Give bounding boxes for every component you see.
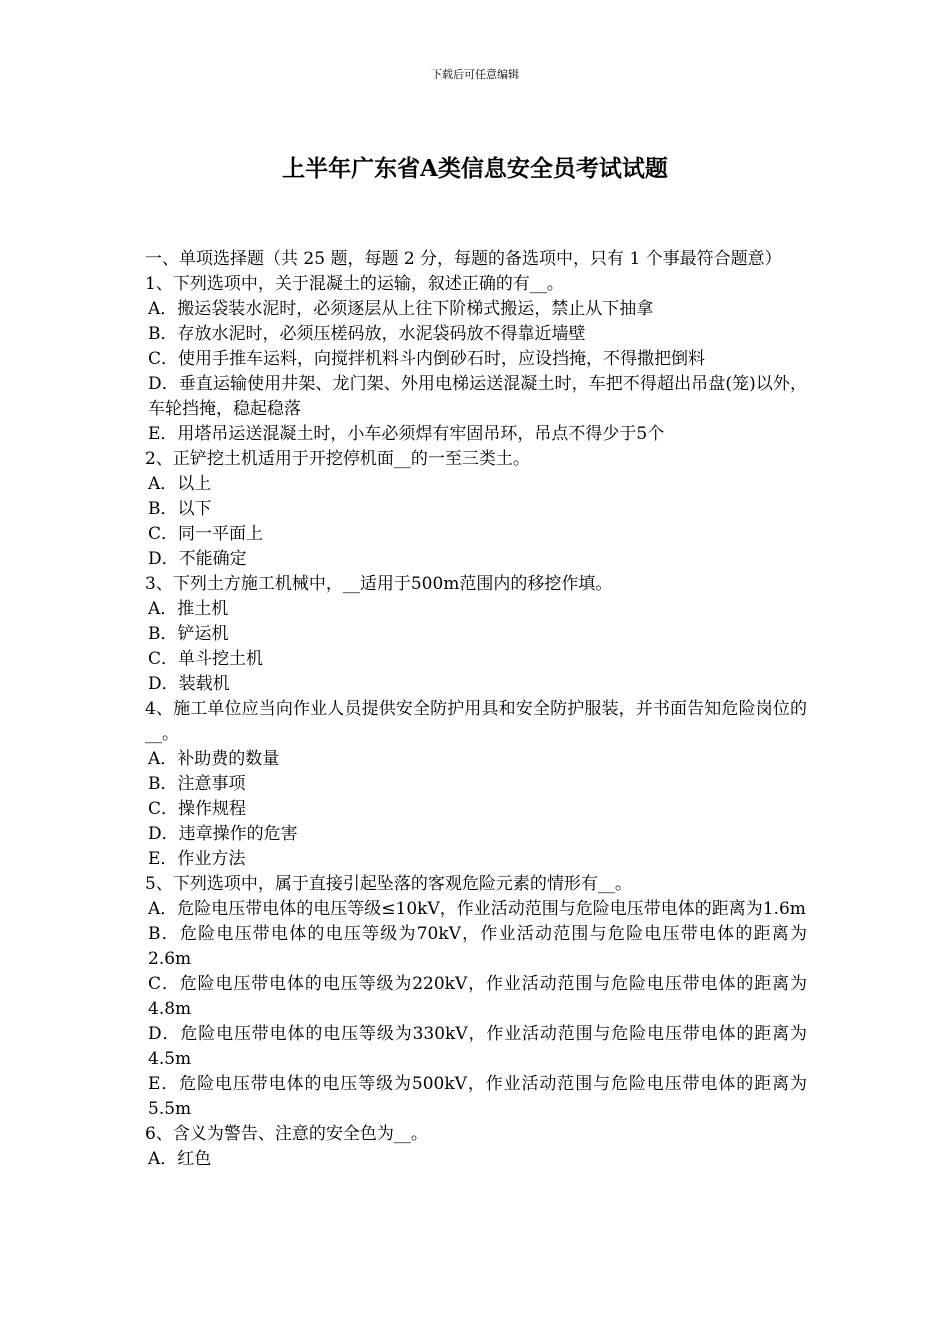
answer-option: A．以上: [148, 474, 212, 494]
answer-option: B．存放水泥时，必须压槎码放，水泥袋码放不得靠近墙壁: [148, 324, 586, 344]
question-stem: 3、下列土方施工机械中，__适用于500m范围内的移挖作填。: [145, 574, 613, 594]
answer-option: E．危险电压带电体的电压等级为500kV，作业活动范围与危险电压带电体的距离为5.5m: [148, 1074, 807, 1119]
answer-option: D．不能确定: [148, 549, 247, 569]
answer-option: E．作业方法: [148, 849, 246, 869]
answer-option: A．危险电压带电体的电压等级≤10kV，作业活动范围与危险电压带电体的距离为1.6m: [148, 899, 806, 919]
answer-option: B．注意事项: [148, 774, 246, 794]
answer-option: E．用塔吊运送混凝土时，小车必须焊有牢固吊环，吊点不得少于5个: [148, 424, 665, 444]
question-stem: 1、下列选项中，关于混凝土的运输，叙述正确的有__。: [145, 274, 564, 294]
section-heading: 一、单项选择题（共 25 题，每题 2 分，每题的备选项中，只有 1 个事最符合题意）: [145, 249, 782, 269]
question-item: [145, 1122, 807, 1172]
answer-option: A．红色: [148, 1149, 212, 1169]
answer-option: A．搬运袋装水泥时，必须逐层从上往下阶梯式搬运，禁止从下抽拿: [148, 299, 654, 319]
answer-option: B．以下: [148, 499, 212, 519]
question-stem: 2、正铲挖土机适用于开挖停机面__的一至三类土。: [145, 449, 530, 469]
question-stem: 6、含义为警告、注意的安全色为__。: [145, 1124, 428, 1144]
answer-option: C．操作规程: [148, 799, 247, 819]
answer-option: D．垂直运输使用井架、龙门架、外用电梯运送混凝土时，车把不得超出吊盘(笼)以外，车轮挡掩，稳起稳落: [148, 374, 807, 419]
answer-option: B．危险电压带电体的电压等级为70kV，作业活动范围与危险电压带电体的距离为2.6m: [148, 924, 807, 969]
answer-option: A．推土机: [148, 599, 229, 619]
question-item: [145, 572, 807, 697]
header-note: 下载后可任意编辑: [431, 68, 519, 81]
document-title: 上半年广东省A类信息安全员考试试题: [282, 155, 668, 182]
answer-option: D．违章操作的危害: [148, 824, 298, 844]
answer-option: C．使用手推车运料，向搅拌机料斗内倒砂石时，应设挡掩，不得撒把倒料: [148, 349, 706, 369]
answer-option: C．危险电压带电体的电压等级为220kV，作业活动范围与危险电压带电体的距离为4.8m: [148, 974, 807, 1019]
answer-option: D．装载机: [148, 674, 230, 694]
answer-option: C．同一平面上: [148, 524, 264, 544]
question-item: [145, 272, 807, 447]
question-stem: 5、下列选项中，属于直接引起坠落的客观危险元素的情形有__。: [145, 874, 632, 894]
answer-option: C．单斗挖土机: [148, 649, 264, 669]
question-stem: 4、施工单位应当向作业人员提供安全防护用具和安全防护服装，并书面告知危险岗位的__。: [145, 699, 807, 744]
question-item: [145, 447, 807, 572]
question-item: [145, 872, 807, 1122]
document-body: [145, 247, 807, 1172]
question-list: [145, 272, 807, 1172]
answer-option: A．补助费的数量: [148, 749, 280, 769]
question-item: [145, 697, 807, 872]
answer-option: B．铲运机: [148, 624, 229, 644]
answer-option: D．危险电压带电体的电压等级为330kV，作业活动范围与危险电压带电体的距离为4.5m: [148, 1024, 807, 1069]
